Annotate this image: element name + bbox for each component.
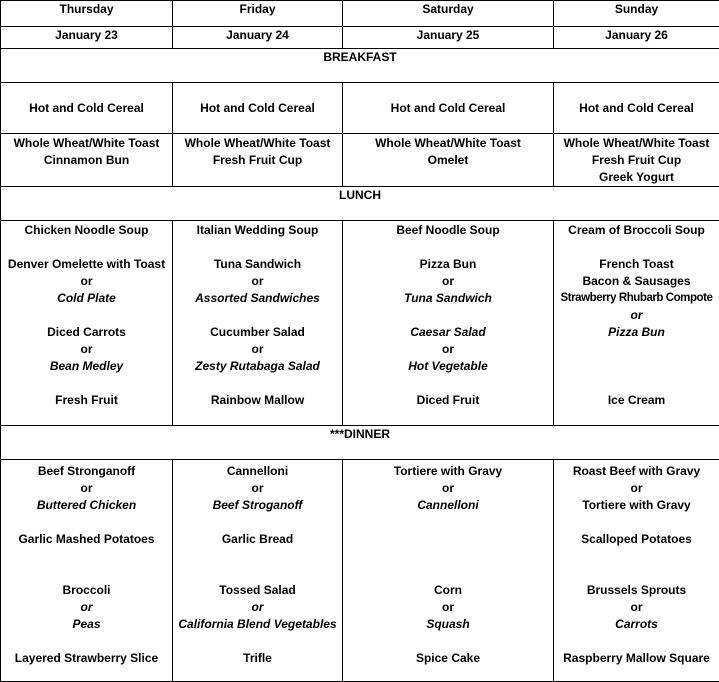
menu-line xyxy=(2,548,171,565)
menu-line: or xyxy=(555,307,718,324)
menu-line: Greek Yogurt xyxy=(555,169,718,186)
menu-line: Tossed Salad xyxy=(174,582,341,599)
menu-line xyxy=(2,239,171,256)
menu-line: French Toast xyxy=(555,256,718,273)
menu-line xyxy=(174,565,341,582)
menu-line: Chicken Noodle Soup xyxy=(2,222,171,239)
menu-cell xyxy=(343,221,554,426)
section-title-breakfast: BREAKFAST xyxy=(1,49,719,83)
menu-line: Corn xyxy=(344,582,552,599)
menu-line xyxy=(2,514,171,531)
menu-line xyxy=(344,633,552,650)
menu-line: Tuna Sandwich xyxy=(344,290,552,307)
menu-line xyxy=(2,375,171,392)
menu-cell xyxy=(173,134,343,187)
menu-line: Strawberry Rhubarb Compote xyxy=(555,290,718,307)
menu-line: Cannelloni xyxy=(344,497,552,514)
menu-line xyxy=(174,239,341,256)
menu-line: or xyxy=(2,273,171,290)
day-date: January 23 xyxy=(1,27,173,49)
menu-cell xyxy=(554,460,719,682)
menu-line: Beef Noodle Soup xyxy=(344,222,552,239)
menu-line: or xyxy=(555,599,718,616)
menu-line: Tuna Sandwich xyxy=(174,256,341,273)
menu-line: Spice Cake xyxy=(344,650,552,667)
menu-line: Bean Medley xyxy=(2,358,171,375)
menu-line: or xyxy=(2,599,171,616)
menu-cell: Hot and Cold Cereal xyxy=(173,83,343,134)
menu-line: Diced Fruit xyxy=(344,392,552,409)
menu-line xyxy=(555,514,718,531)
menu-line: Scalloped Potatoes xyxy=(555,531,718,548)
menu-line: Rainbow Mallow xyxy=(174,392,341,409)
menu-line: Peas xyxy=(2,616,171,633)
menu-line: Caesar Salad xyxy=(344,324,552,341)
menu-line: Tortiere with Gravy xyxy=(344,463,552,480)
menu-line: Whole Wheat/White Toast xyxy=(555,135,718,152)
menu-cell xyxy=(554,221,719,426)
menu-line xyxy=(174,548,341,565)
menu-cell xyxy=(1,460,173,682)
menu-line xyxy=(555,341,718,358)
menu-line: Hot Vegetable xyxy=(344,358,552,375)
menu-line: Cream of Broccoli Soup xyxy=(555,222,718,239)
menu-line: or xyxy=(174,273,341,290)
menu-line: Fresh Fruit Cup xyxy=(174,152,341,169)
section-title-dinner: ***DINNER xyxy=(1,426,719,460)
menu-cell xyxy=(1,221,173,426)
menu-line: Raspberry Mallow Square xyxy=(555,650,718,667)
menu-line: Roast Beef with Gravy xyxy=(555,463,718,480)
lunch-row xyxy=(1,221,719,426)
menu-line: Italian Wedding Soup xyxy=(174,222,341,239)
menu-line: Buttered Chicken xyxy=(2,497,171,514)
date-row xyxy=(1,27,719,49)
section-title-lunch: LUNCH xyxy=(1,187,719,221)
menu-line xyxy=(344,565,552,582)
menu-line: Whole Wheat/White Toast xyxy=(2,135,171,152)
menu-line: Garlic Bread xyxy=(174,531,341,548)
day-name: Thursday xyxy=(1,1,173,27)
menu-line: or xyxy=(2,341,171,358)
menu-cell: Hot and Cold Cereal xyxy=(1,83,173,134)
menu-cell xyxy=(554,134,719,187)
menu-line xyxy=(555,358,718,375)
menu-line: Pizza Bun xyxy=(555,324,718,341)
menu-line: Layered Strawberry Slice xyxy=(2,650,171,667)
menu-line: or xyxy=(2,480,171,497)
menu-line: California Blend Vegetables xyxy=(174,616,341,633)
menu-line: or xyxy=(344,599,552,616)
dinner-row xyxy=(1,460,719,682)
menu-line xyxy=(344,307,552,324)
menu-line: Cinnamon Bun xyxy=(2,152,171,169)
day-date: January 24 xyxy=(173,27,343,49)
menu-line: Cucumber Salad xyxy=(174,324,341,341)
menu-line: Whole Wheat/White Toast xyxy=(174,135,341,152)
menu-line: Fresh Fruit xyxy=(2,392,171,409)
menu-line xyxy=(555,565,718,582)
menu-line xyxy=(344,375,552,392)
menu-line xyxy=(555,375,718,392)
breakfast-extras-row xyxy=(1,134,719,187)
menu-line: Assorted Sandwiches xyxy=(174,290,341,307)
menu-line xyxy=(344,548,552,565)
breakfast-cereal-row xyxy=(1,83,719,134)
day-date: January 26 xyxy=(554,27,719,49)
menu-line xyxy=(174,514,341,531)
menu-line: Squash xyxy=(344,616,552,633)
menu-line xyxy=(344,531,552,548)
menu-line: Beef Stronganoff xyxy=(2,463,171,480)
menu-line: Pizza Bun xyxy=(344,256,552,273)
menu-line: Cold Plate xyxy=(2,290,171,307)
menu-line xyxy=(174,375,341,392)
menu-cell xyxy=(343,460,554,682)
menu-line xyxy=(555,548,718,565)
menu-cell xyxy=(173,460,343,682)
menu-line: or xyxy=(344,480,552,497)
menu-line xyxy=(344,514,552,531)
menu-cell xyxy=(1,134,173,187)
menu-line xyxy=(174,633,341,650)
menu-line: Broccoli xyxy=(2,582,171,599)
menu-line: or xyxy=(344,273,552,290)
menu-line: or xyxy=(174,599,341,616)
menu-line xyxy=(555,633,718,650)
menu-line: Zesty Rutabaga Salad xyxy=(174,358,341,375)
menu-line: or xyxy=(174,480,341,497)
menu-cell: Hot and Cold Cereal xyxy=(343,83,554,134)
menu-line: Garlic Mashed Potatoes xyxy=(2,531,171,548)
menu-line: Diced Carrots xyxy=(2,324,171,341)
day-header-row xyxy=(1,1,719,27)
menu-line: Whole Wheat/White Toast xyxy=(344,135,552,152)
menu-line: Bacon & Sausages xyxy=(555,273,718,290)
menu-line xyxy=(174,307,341,324)
breakfast-header-row xyxy=(1,49,719,83)
day-name: Friday xyxy=(173,1,343,27)
menu-line xyxy=(344,239,552,256)
menu-line: Carrots xyxy=(555,616,718,633)
menu-cell xyxy=(343,134,554,187)
menu-line xyxy=(2,633,171,650)
menu-line: Trifle xyxy=(174,650,341,667)
dinner-header-row xyxy=(1,426,719,460)
menu-line xyxy=(2,565,171,582)
menu-cell xyxy=(173,221,343,426)
menu-line: or xyxy=(555,480,718,497)
day-date: January 25 xyxy=(343,27,554,49)
menu-line: Brussels Sprouts xyxy=(555,582,718,599)
menu-line: or xyxy=(344,341,552,358)
day-name: Saturday xyxy=(343,1,554,27)
menu-line: Tortiere with Gravy xyxy=(555,497,718,514)
menu-line: or xyxy=(174,341,341,358)
menu-line xyxy=(2,307,171,324)
lunch-header-row xyxy=(1,187,719,221)
menu-line: Beef Stroganoff xyxy=(174,497,341,514)
menu-cell: Hot and Cold Cereal xyxy=(554,83,719,134)
menu-line xyxy=(555,239,718,256)
menu-line: Fresh Fruit Cup xyxy=(555,152,718,169)
day-name: Sunday xyxy=(554,1,719,27)
menu-line: Omelet xyxy=(344,152,552,169)
menu-line: Cannelloni xyxy=(174,463,341,480)
menu-line: Denver Omelette with Toast xyxy=(2,256,171,273)
menu-line: Ice Cream xyxy=(555,392,718,409)
